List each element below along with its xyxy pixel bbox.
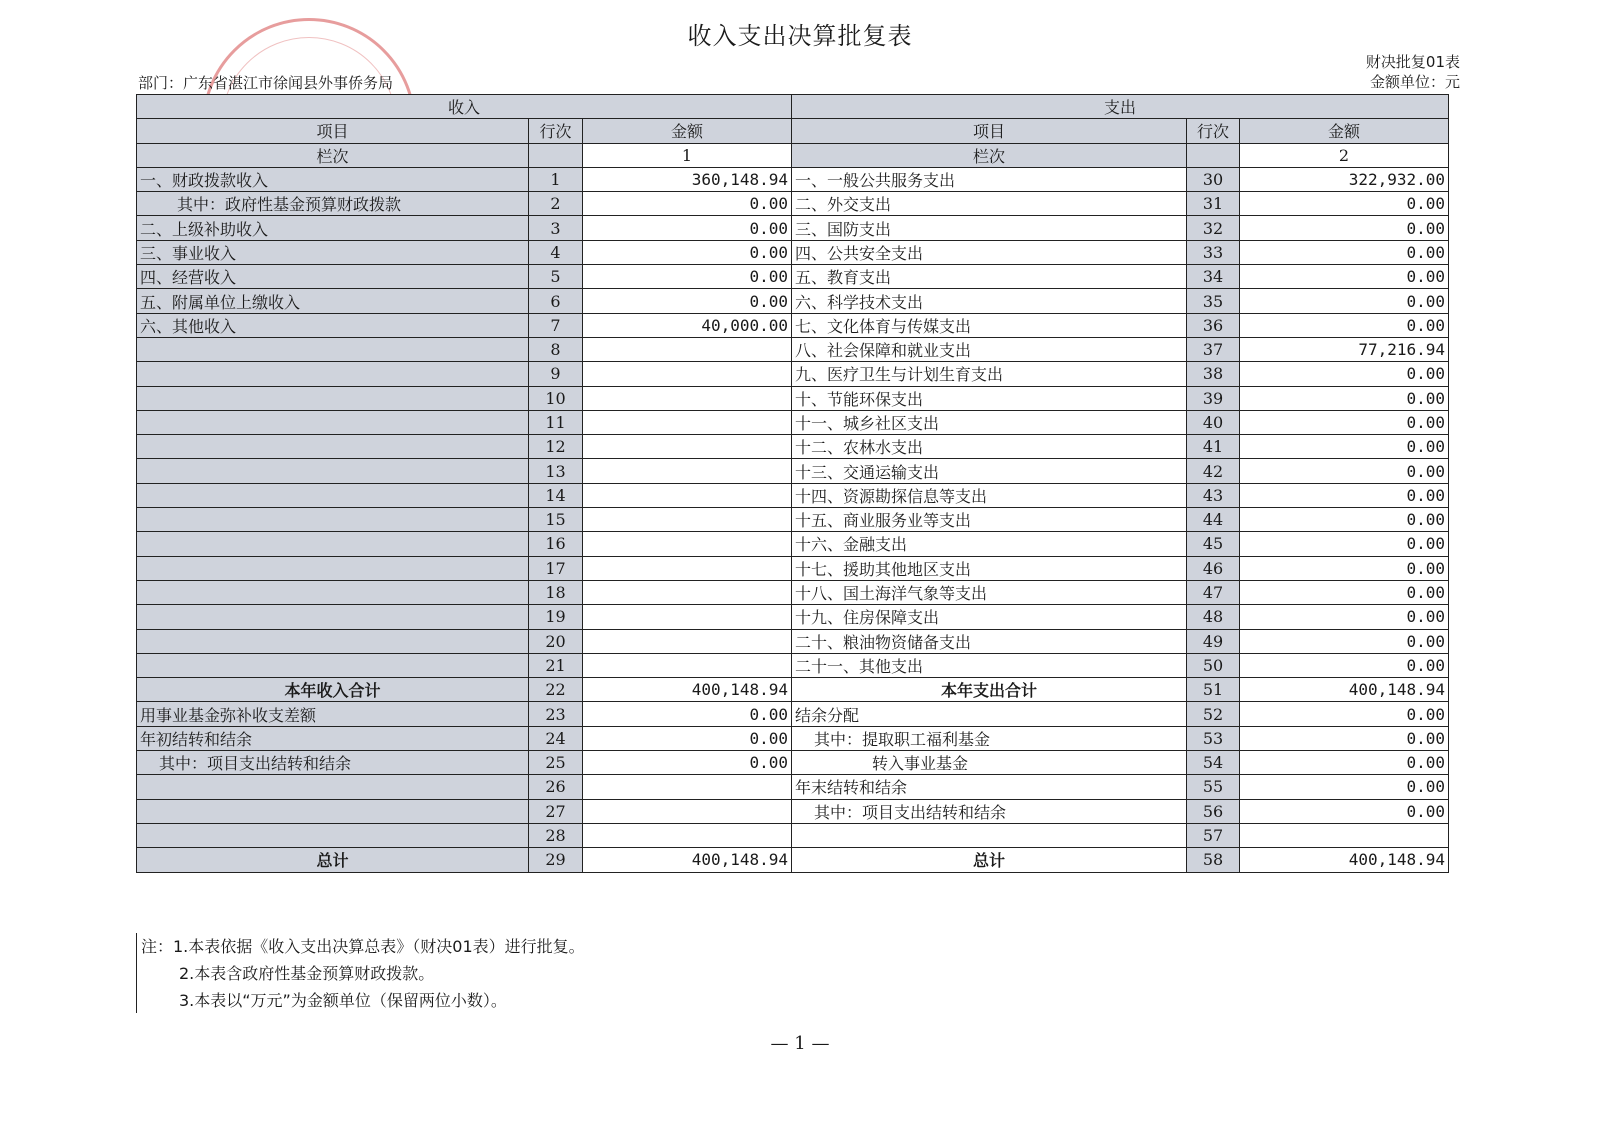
expense-index-label: 栏次	[792, 143, 1187, 167]
note-3: 3.本表以“万元”为金额单位（保留两位小数）。	[179, 991, 507, 1010]
expense-amount: 0.00	[1240, 653, 1449, 677]
income-item	[137, 532, 529, 556]
income-row-no: 26	[529, 775, 583, 799]
income-amount	[583, 508, 792, 532]
expense-amount-header: 金额	[1240, 119, 1449, 143]
income-item	[137, 799, 529, 823]
expense-row-no: 38	[1187, 362, 1240, 386]
income-row-no: 12	[529, 435, 583, 459]
table-row	[137, 192, 1449, 216]
expense-amount: 0.00	[1240, 192, 1449, 216]
expense-item: 九、医疗卫生与计划生育支出	[792, 362, 1187, 386]
income-item	[137, 386, 529, 410]
income-amount: 400,148.94	[583, 678, 792, 702]
income-item: 三、事业收入	[137, 240, 529, 264]
expense-item: 十二、农林水支出	[792, 435, 1187, 459]
income-item	[137, 629, 529, 653]
expense-row-no: 47	[1187, 580, 1240, 604]
expense-row-no: 37	[1187, 337, 1240, 361]
expense-item: 六、科学技术支出	[792, 289, 1187, 313]
table-row	[137, 410, 1449, 434]
income-amount	[583, 629, 792, 653]
income-row-no: 5	[529, 265, 583, 289]
income-item: 其中：项目支出结转和结余	[137, 751, 529, 775]
income-row-no: 19	[529, 605, 583, 629]
income-item	[137, 605, 529, 629]
department-label: 部门：广东省湛江市徐闻县外事侨务局	[138, 74, 394, 92]
income-row-no: 24	[529, 726, 583, 750]
income-row-no: 23	[529, 702, 583, 726]
income-row-no: 7	[529, 313, 583, 337]
income-row-no: 6	[529, 289, 583, 313]
expense-amount: 0.00	[1240, 799, 1449, 823]
expense-amount: 0.00	[1240, 605, 1449, 629]
income-item	[137, 459, 529, 483]
expense-row-no: 36	[1187, 313, 1240, 337]
income-row-no: 15	[529, 508, 583, 532]
income-amount: 0.00	[583, 726, 792, 750]
expense-item: 一、一般公共服务支出	[792, 167, 1187, 191]
income-row-no: 10	[529, 386, 583, 410]
page-number: — 1 —	[770, 1033, 830, 1054]
expense-item: 其中：项目支出结转和结余	[792, 799, 1187, 823]
expense-row-no: 44	[1187, 508, 1240, 532]
table-row	[137, 435, 1449, 459]
table-row	[137, 483, 1449, 507]
income-amount-header: 金额	[583, 119, 792, 143]
column-header-row	[137, 119, 1449, 143]
table-row	[137, 508, 1449, 532]
table-row	[137, 629, 1449, 653]
table-row	[137, 848, 1449, 872]
expense-amount: 77,216.94	[1240, 337, 1449, 361]
income-amount: 360,148.94	[583, 167, 792, 191]
income-item	[137, 556, 529, 580]
expense-item: 十四、资源勘探信息等支出	[792, 483, 1187, 507]
income-item	[137, 483, 529, 507]
income-amount	[583, 410, 792, 434]
expense-item: 七、文化体育与传媒支出	[792, 313, 1187, 337]
expense-item: 本年支出合计	[792, 678, 1187, 702]
expense-row-no: 51	[1187, 678, 1240, 702]
expense-item: 五、教育支出	[792, 265, 1187, 289]
table-row	[137, 751, 1449, 775]
expense-row-no: 32	[1187, 216, 1240, 240]
expense-item: 二十、粮油物资储备支出	[792, 629, 1187, 653]
expense-amount: 0.00	[1240, 362, 1449, 386]
expense-amount: 0.00	[1240, 289, 1449, 313]
expense-row-no: 33	[1187, 240, 1240, 264]
income-row-no: 18	[529, 580, 583, 604]
table-row	[137, 459, 1449, 483]
note-2: 2.本表含政府性基金预算财政拨款。	[179, 964, 435, 983]
form-info	[1366, 52, 1460, 92]
expense-item: 年末结转和结余	[792, 775, 1187, 799]
income-row-no: 3	[529, 216, 583, 240]
expense-item: 十六、金融支出	[792, 532, 1187, 556]
income-item: 二、上级补助收入	[137, 216, 529, 240]
expense-item: 结余分配	[792, 702, 1187, 726]
expense-row-no: 45	[1187, 532, 1240, 556]
income-row-no: 25	[529, 751, 583, 775]
income-row-no: 27	[529, 799, 583, 823]
income-row-no: 1	[529, 167, 583, 191]
expense-item: 其中：提取职工福利基金	[792, 726, 1187, 750]
income-row-no: 20	[529, 629, 583, 653]
table-row	[137, 216, 1449, 240]
income-expense-table	[136, 94, 1449, 873]
table-row	[137, 240, 1449, 264]
expense-row-no: 48	[1187, 605, 1240, 629]
income-amount	[583, 799, 792, 823]
income-amount	[583, 362, 792, 386]
expense-amount: 0.00	[1240, 775, 1449, 799]
page-title: 收入支出决算批复表	[687, 22, 913, 50]
expense-item: 八、社会保障和就业支出	[792, 337, 1187, 361]
expense-amount: 0.00	[1240, 483, 1449, 507]
expense-item: 四、公共安全支出	[792, 240, 1187, 264]
income-amount: 40,000.00	[583, 313, 792, 337]
income-amount: 400,148.94	[583, 848, 792, 872]
income-amount: 0.00	[583, 702, 792, 726]
expense-amount: 0.00	[1240, 702, 1449, 726]
income-row-no: 22	[529, 678, 583, 702]
table-row	[137, 362, 1449, 386]
amount-unit: 金额单位：元	[1369, 73, 1460, 91]
expense-amount: 0.00	[1240, 532, 1449, 556]
income-amount: 0.00	[583, 265, 792, 289]
income-amount	[583, 483, 792, 507]
income-row-no: 29	[529, 848, 583, 872]
expense-column-index: 2	[1240, 143, 1449, 167]
expense-item: 十三、交通运输支出	[792, 459, 1187, 483]
section-header-row	[137, 95, 1449, 119]
expense-row-no: 53	[1187, 726, 1240, 750]
income-item-header: 项目	[137, 119, 529, 143]
table-row	[137, 386, 1449, 410]
income-row-no: 17	[529, 556, 583, 580]
income-row-no: 2	[529, 192, 583, 216]
table-row	[137, 580, 1449, 604]
income-index-label: 栏次	[137, 143, 529, 167]
expense-item: 三、国防支出	[792, 216, 1187, 240]
income-item	[137, 362, 529, 386]
expense-row-no: 30	[1187, 167, 1240, 191]
table-row	[137, 265, 1449, 289]
expense-row-no: 31	[1187, 192, 1240, 216]
income-column-index: 1	[583, 143, 792, 167]
income-row-no: 16	[529, 532, 583, 556]
expense-row-no: 43	[1187, 483, 1240, 507]
table-row	[137, 313, 1449, 337]
income-amount	[583, 435, 792, 459]
expense-section-header: 支出	[792, 95, 1449, 119]
income-item	[137, 580, 529, 604]
income-amount	[583, 823, 792, 847]
expense-row-no: 58	[1187, 848, 1240, 872]
expense-row-no: 40	[1187, 410, 1240, 434]
table-row	[137, 337, 1449, 361]
income-amount: 0.00	[583, 216, 792, 240]
income-amount: 0.00	[583, 240, 792, 264]
table-row	[137, 167, 1449, 191]
expense-amount: 0.00	[1240, 216, 1449, 240]
expense-item: 十、节能环保支出	[792, 386, 1187, 410]
income-amount	[583, 775, 792, 799]
income-amount	[583, 605, 792, 629]
expense-item-header: 项目	[792, 119, 1187, 143]
income-item: 年初结转和结余	[137, 726, 529, 750]
expense-row-no: 50	[1187, 653, 1240, 677]
income-item	[137, 508, 529, 532]
expense-row-no: 34	[1187, 265, 1240, 289]
expense-item	[792, 823, 1187, 847]
income-amount: 0.00	[583, 751, 792, 775]
income-row-no: 13	[529, 459, 583, 483]
expense-row-no: 35	[1187, 289, 1240, 313]
expense-amount: 0.00	[1240, 459, 1449, 483]
expense-amount	[1240, 823, 1449, 847]
income-item: 本年收入合计	[137, 678, 529, 702]
income-amount	[583, 532, 792, 556]
income-item	[137, 775, 529, 799]
table-row	[137, 653, 1449, 677]
income-item: 四、经营收入	[137, 265, 529, 289]
income-item: 其中：政府性基金预算财政拨款	[137, 192, 529, 216]
table-row	[137, 726, 1449, 750]
expense-item: 十九、住房保障支出	[792, 605, 1187, 629]
expense-row-no: 46	[1187, 556, 1240, 580]
table-row	[137, 799, 1449, 823]
expense-amount: 0.00	[1240, 751, 1449, 775]
expense-row-no: 56	[1187, 799, 1240, 823]
income-item: 五、附属单位上缴收入	[137, 289, 529, 313]
expense-row-no: 41	[1187, 435, 1240, 459]
table-row	[137, 532, 1449, 556]
income-row-no: 11	[529, 410, 583, 434]
income-item: 一、财政拨款收入	[137, 167, 529, 191]
expense-amount: 0.00	[1240, 240, 1449, 264]
expense-row-no: 39	[1187, 386, 1240, 410]
table-row	[137, 556, 1449, 580]
income-item: 总计	[137, 848, 529, 872]
expense-row-no: 52	[1187, 702, 1240, 726]
expense-amount: 0.00	[1240, 726, 1449, 750]
expense-index-blank	[1187, 143, 1240, 167]
income-row-no: 28	[529, 823, 583, 847]
income-item: 六、其他收入	[137, 313, 529, 337]
expense-amount: 0.00	[1240, 386, 1449, 410]
income-index-blank	[529, 143, 583, 167]
income-item: 用事业基金弥补收支差额	[137, 702, 529, 726]
expense-item: 十一、城乡社区支出	[792, 410, 1187, 434]
footnotes	[136, 933, 841, 1013]
expense-item: 十七、援助其他地区支出	[792, 556, 1187, 580]
table-row	[137, 702, 1449, 726]
income-row-no: 14	[529, 483, 583, 507]
income-amount	[583, 337, 792, 361]
expense-amount: 400,148.94	[1240, 848, 1449, 872]
income-row-no: 21	[529, 653, 583, 677]
table-row	[137, 605, 1449, 629]
income-row-no-header: 行次	[529, 119, 583, 143]
note-1: 注：1.本表依据《收入支出决算总表》（财决01表）进行批复。	[141, 937, 585, 956]
income-amount: 0.00	[583, 192, 792, 216]
expense-amount: 0.00	[1240, 508, 1449, 532]
column-index-row	[137, 143, 1449, 167]
income-amount	[583, 653, 792, 677]
expense-row-no: 55	[1187, 775, 1240, 799]
income-item	[137, 823, 529, 847]
form-number: 财决批复01表	[1365, 53, 1460, 71]
expense-row-no: 54	[1187, 751, 1240, 775]
income-amount	[583, 386, 792, 410]
expense-amount: 0.00	[1240, 435, 1449, 459]
table-row	[137, 823, 1449, 847]
expense-item: 十八、国土海洋气象等支出	[792, 580, 1187, 604]
expense-item: 十五、商业服务业等支出	[792, 508, 1187, 532]
income-row-no: 9	[529, 362, 583, 386]
income-item	[137, 410, 529, 434]
table-row	[137, 289, 1449, 313]
income-amount	[583, 556, 792, 580]
income-amount	[583, 459, 792, 483]
income-row-no: 8	[529, 337, 583, 361]
expense-row-no: 49	[1187, 629, 1240, 653]
expense-amount: 400,148.94	[1240, 678, 1449, 702]
expense-row-no: 42	[1187, 459, 1240, 483]
expense-amount: 322,932.00	[1240, 167, 1449, 191]
expense-row-no-header: 行次	[1187, 119, 1240, 143]
expense-amount: 0.00	[1240, 556, 1449, 580]
income-item	[137, 337, 529, 361]
expense-row-no: 57	[1187, 823, 1240, 847]
table-row	[137, 775, 1449, 799]
expense-amount: 0.00	[1240, 580, 1449, 604]
income-section-header: 收入	[137, 95, 792, 119]
expense-item: 二十一、其他支出	[792, 653, 1187, 677]
expense-amount: 0.00	[1240, 265, 1449, 289]
income-amount: 0.00	[583, 289, 792, 313]
table-row	[137, 678, 1449, 702]
expense-item: 二、外交支出	[792, 192, 1187, 216]
expense-amount: 0.00	[1240, 410, 1449, 434]
expense-item: 转入事业基金	[792, 751, 1187, 775]
income-amount	[583, 580, 792, 604]
income-row-no: 4	[529, 240, 583, 264]
expense-amount: 0.00	[1240, 629, 1449, 653]
expense-item: 总计	[792, 848, 1187, 872]
expense-amount: 0.00	[1240, 313, 1449, 337]
income-item	[137, 653, 529, 677]
income-item	[137, 435, 529, 459]
